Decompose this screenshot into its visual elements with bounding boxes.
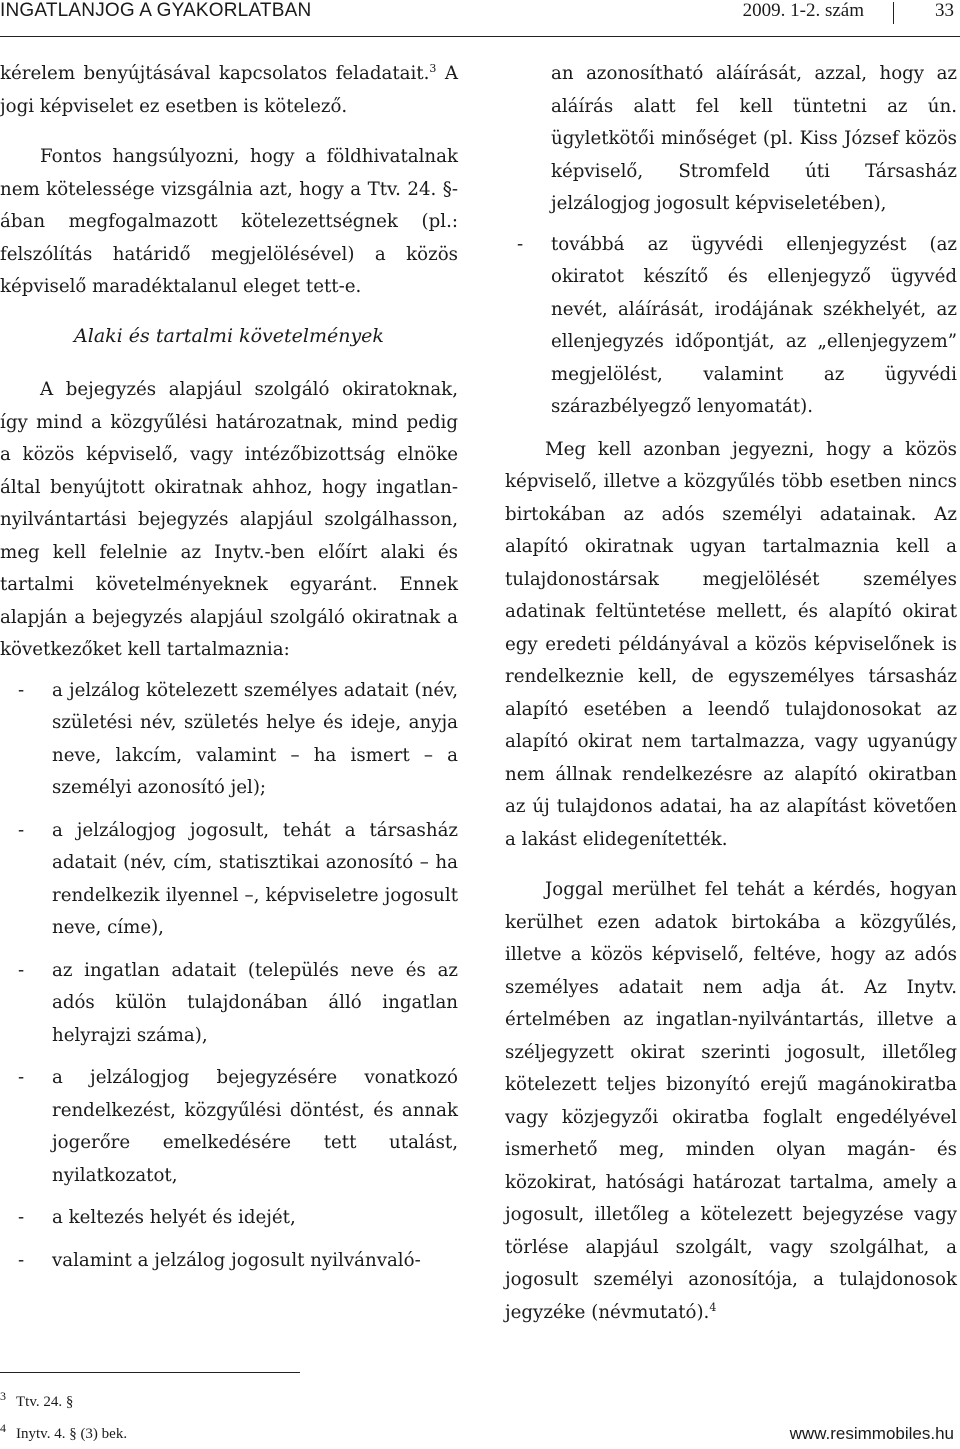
list-item: - a jelzálogjog jogosult, tehát a társasház adatait (név, cím, statisztikai azonosító – ha rendelkezik ilyennel –, képviseletre jogosult neve, címe),: [18, 819, 458, 938]
footer-url[interactable]: www.resimmobiles.hu: [789, 1424, 954, 1443]
footnote: $^4$ Inytv. 4. § (3) bek.: [0, 1421, 128, 1442]
footnotes: [0, 1372, 300, 1447]
paragraph-personal-data: Meg kell azonban jegyezni, hogy a közös képviselő, illetve a közgyűlés több esetben nincs birtokában az adós személyi adatainak. Az alapító okiratnak ugyan tartalmaznia kell a tulajdonostársak megjelölését személyes adatinak feltüntetése mellett, és alapító okirat egy eredeti példányával a közös képviselőnek is rendelkeznie kell, de egyszemélyes társasház alapító esetében a leendő tulajdonosokat az alapító okirat nem tartalmazza, vagy ugyanúgy nem állnak rendelkezésre az alapító okiratban az új tulajdonos adatai, ha az alapítást követően a lakást elidegenítették.: [505, 438, 957, 850]
list-item: - továbbá az ügyvédi ellenjegyzést (az okiratot készítő és ellenjegyző ügyvéd nevét, aláírását, irodájának székhelyét, az ellenjegyzés időpontját, az „ellenjegyzem” megjelölést, valamint az ügyvédi szárazbélyegző lenyomatát).: [517, 233, 957, 417]
paragraph-intro: kérelem benyújtásával kapcsolatos feladatait.$^3$ A jogi képviselet ez esetben is kötelező.: [0, 62, 458, 117]
list-item-continued: an azonosítható aláírását, azzal, hogy az aláírás alatt fel kell tüntetni az ún. ügyletkötői minőséget (pl. Kiss József közös képviselő, Stromfeld úti Társasház jelzálogjog jogosult képviseletében),: [551, 63, 957, 214]
paragraph-question: Joggal merülhet fel tehát a kérdés, hogyan kerülhet ezen adatok birtokába a közgyűlés, illetve a közös képviselő, feltéve, hogy az adós személyes adatait nem adja át. Az Inytv. értelmében az ingatlan-nyilvántartás, illetve a széljegyzett okirat szerinti jogosult, illetőleg kötelezett teljes bizonyító erejű magánokiratba vagy közjegyzői okiratba foglalt engedélyével ismerhető meg, minden olyan magán- és közokirat, hatósági határozat tartalma, amely a jogosult, illetőleg a kötelezett bejegyzése vagy törlése alapjául szolgált, vagy szolgálhat, a jogosult személyi azonosítója, a tulajdonosok jegyzéke (névmutató).$^4$: [505, 879, 957, 1323]
list-item: - a jelzálogjog bejegyzésére vonatkozó rendelkezést, közgyűlési döntést, és annak jogerőre emelkedésére tett utalást, nyilatkozatot,: [18, 1067, 458, 1186]
journal-title: INGATLANJOG A GYAKORLATBAN: [0, 0, 312, 21]
page-header: [0, 0, 960, 37]
list-item: - a keltezés helyét és idejét,: [18, 1207, 296, 1228]
issue-label: 2009. 1-2. szám: [742, 0, 864, 21]
paragraph-requirements: A bejegyzés alapjául szolgáló okiratoknak, így mind a közgyűlési határozatnak, mind pedig a közös képviselő, vagy intézőbizottság elnöke által benyújtott okiratnak ahhoz, hogy ingatlan-nyilvántartási bejegyzés alapjául szolgálhasson, meg kell felelnie az Inytv.-ben előírt alaki és tartalmi követelményeknek egyaránt. Ennek alapján a bejegyzés alapjául szolgáló okiratnak a következőket kell tartalmaznia:: [0, 379, 458, 660]
page-number: 33: [935, 0, 954, 21]
footnote-ref-3[interactable]: 3: [429, 62, 437, 75]
header-divider: [893, 2, 894, 24]
requirements-list: [0, 675, 458, 1278]
list-item: - az ingatlan adatait (település neve és az adós külön tulajdonában álló ingatlan helyrajzi száma),: [18, 959, 458, 1046]
footnote-ref-4[interactable]: 4: [709, 1300, 717, 1314]
list-item: - a jelzálog kötelezett személyes adatait (név, születési név, születés helye és ideje, anyja neve, lakcím, valamint – ha ismert – a személyi azonosító jel);: [18, 679, 458, 798]
requirements-list-continued: [505, 229, 957, 424]
right-column: [505, 58, 957, 1329]
footnote: $^3$ Ttv. 24. §: [0, 1389, 74, 1410]
paragraph-land-registry: Fontos hangsúlyozni, hogy a földhivatalnak nem kötelessége vizsgálnia azt, hogy a Ttv. 24. §-ában megfogalmazott kötelezettségnek (pl.: felszólítás határidő megjelölésével) a közös képviselő maradéktalanul eleget tett-e.: [0, 146, 458, 297]
list-item: - valamint a jelzálog jogosult nyilvánvaló-: [18, 1249, 421, 1271]
left-column: [0, 58, 458, 1287]
section-heading: Alaki és tartalmi követelmények: [74, 324, 384, 347]
